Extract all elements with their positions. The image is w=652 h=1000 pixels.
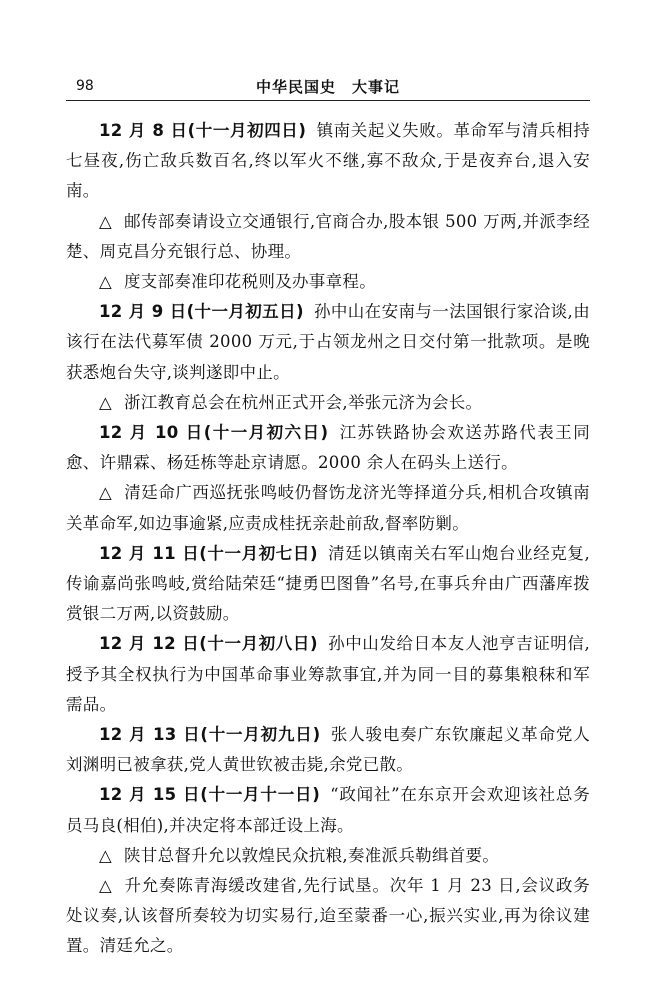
chronicle-entry <box>66 388 590 418</box>
entry-marker: △ <box>99 211 113 231</box>
chronicle-entry <box>66 720 590 780</box>
entry-marker: △ <box>99 272 112 292</box>
chronicle-entry <box>66 539 590 630</box>
page-number: 98 <box>76 78 94 94</box>
page-header <box>66 74 590 101</box>
entry-date: 12 月 13 日(十一月初九日) <box>99 725 321 745</box>
entry-text: 镇南关起义失败。革命军与清兵相持七昼夜,伤亡敌兵数百名,终以军火不继,寡不敌众,于是夜弃台,退入安南。 <box>66 121 590 201</box>
entry-date: 12 月 8 日(十一月初四日) <box>99 121 307 140</box>
entry-text: 江苏铁路协会欢送苏路代表王同愈、许鼎霖、杨廷栋等赴京请愿。2000 余人在码头上送行。 <box>66 423 591 473</box>
chronicle-entry <box>66 418 590 478</box>
entry-marker: △ <box>99 845 112 865</box>
entry-text: 张人骏电奏广东钦廉起义革命党人刘渊明已被拿获,党人黄世钦被击毙,余党已散。 <box>66 725 591 775</box>
chronicle-entry <box>66 780 590 840</box>
entry-date: 12 月 15 日(十一月十一日) <box>99 785 321 805</box>
entry-date: 12 月 12 日(十一月初八日) <box>99 634 318 654</box>
chronicle-entry <box>66 267 590 297</box>
chronicle-entry <box>66 871 590 962</box>
running-title: 中华民国史 大事记 <box>255 78 400 96</box>
entry-text: 清廷以镇南关右军山炮台业经克复,传谕嘉尚张鸣岐,赏给陆荣廷“捷勇巴图鲁”名号,在事兵弁由广西藩库拨赏银二万两,以资鼓励。 <box>66 543 591 624</box>
entry-text: 浙江教育总会在杭州正式开会,举张元济为会长。 <box>124 392 483 412</box>
entry-marker: △ <box>99 876 113 896</box>
entry-marker: △ <box>99 392 112 412</box>
chronicle-entry <box>66 116 590 207</box>
entry-text: 度支部奏准印花税则及办事章程。 <box>124 272 376 292</box>
entry-text: 孙中山在安南与一法国银行家洽谈,由该行在法代募军债 2000 万元,于占领龙州之日交付第一批款项。是晚获悉炮台失守,谈判遂即中止。 <box>66 302 590 382</box>
entry-marker: △ <box>99 483 113 503</box>
chronicle-body <box>66 116 590 962</box>
entry-date: 12 月 10 日(十一月初六日) <box>99 423 329 443</box>
entry-text: “政闻社”在东京开会欢迎该社总务员马良(相伯),并决定将本部迁设上海。 <box>66 785 590 835</box>
chronicle-entry <box>66 478 590 538</box>
entry-text: 升允奏陈青海缓改建省,先行试垦。次年 1 月 23 日,会议政务处议奏,认该督所奏较为切实易行,迨至蒙番一心,振兴实业,再为徐议建置。清廷允之。 <box>66 876 591 956</box>
entry-text: 清廷命广西巡抚张鸣岐仍督饬龙济光等择道分兵,相机合攻镇南关革命军,如边事逾紧,应责成桂抚亲赴前敌,督率防剿。 <box>66 483 590 533</box>
entry-text: 孙中山发给日本友人池亨吉证明信,授予其全权执行为中国革命事业筹款事宜,并为同一目的募集粮秣和军需品。 <box>66 634 591 714</box>
chronicle-entry <box>66 629 590 720</box>
entry-date: 12 月 9 日(十一月初五日) <box>99 302 304 322</box>
entry-text: 陕甘总督升允以敦煌民众抗粮,奏准派兵勒缉首要。 <box>124 845 500 865</box>
chronicle-entry <box>66 207 590 267</box>
chronicle-entry <box>66 841 590 871</box>
chronicle-entry <box>66 297 590 388</box>
entry-date: 12 月 11 日(十一月初七日) <box>99 543 318 563</box>
entry-text: 邮传部奏请设立交通银行,官商合办,股本银 500 万两,并派李经楚、周克昌分充银行总、协理。 <box>66 211 590 261</box>
